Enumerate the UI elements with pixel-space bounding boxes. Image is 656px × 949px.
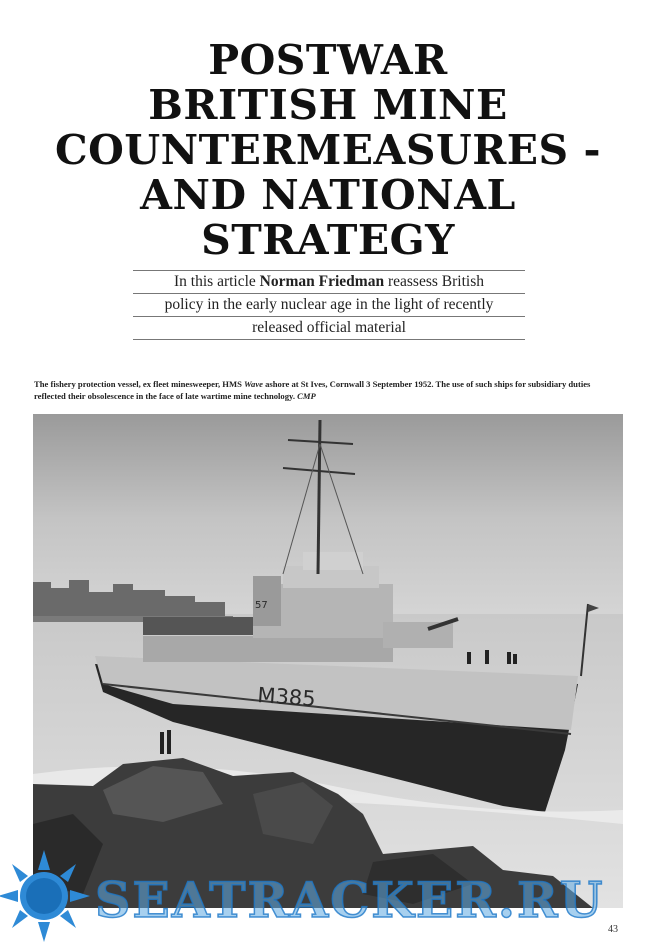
bridge-number: 57	[255, 600, 268, 611]
ship-name: Wave	[244, 379, 263, 389]
title-line-1: POSTWAR	[208, 36, 448, 84]
page-number: 43	[608, 924, 618, 935]
title-line-3: COUNTERMEASURES -	[55, 126, 601, 174]
standfirst-line-2: policy in the early nuclear age in the light of recently	[133, 294, 525, 317]
title-line-4: AND NATIONAL	[140, 171, 516, 219]
caption-text: ashore at St Ives, Cornwall 3 September 1952. The use of such ships for subsidiary duties reflected their obsolescence in the face of late wartime mine technology.	[34, 379, 591, 401]
watermark-text: SEATRACKER.RU	[95, 871, 605, 929]
author-name: Norman Friedman	[259, 273, 385, 290]
standfirst-text: reassess British	[384, 273, 484, 290]
standfirst-line-1	[133, 270, 525, 294]
hull-number: M385	[256, 683, 317, 712]
standfirst	[133, 270, 525, 340]
title-line-2: BRITISH MINE	[148, 81, 508, 129]
article-title	[20, 38, 636, 263]
ship-photograph	[33, 414, 623, 908]
standfirst-line-3: released official material	[133, 317, 525, 340]
sun-logo-icon	[0, 848, 110, 948]
caption-text: The fishery protection vessel, ex fleet minesweeper, HMS	[34, 379, 245, 389]
figure-caption	[34, 379, 624, 402]
standfirst-text: In this article	[174, 273, 260, 290]
title-line-5: STRATEGY	[201, 216, 455, 264]
pier	[143, 617, 263, 635]
watermark	[0, 848, 656, 948]
photo-credit: CMP	[297, 390, 316, 401]
